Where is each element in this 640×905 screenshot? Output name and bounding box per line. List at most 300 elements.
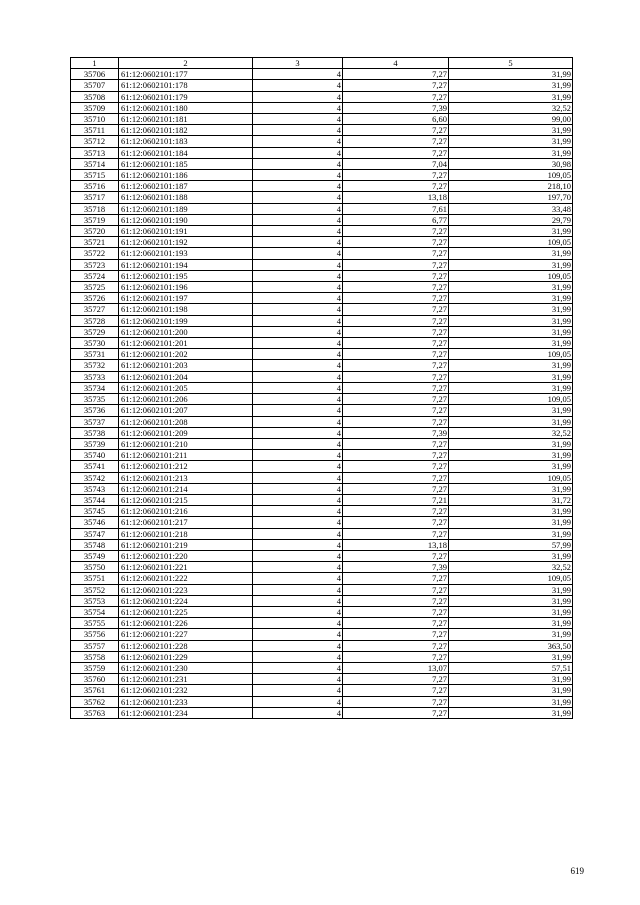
table-cell-col-2: 61:12:0602101:177 (119, 69, 253, 80)
table-cell-col-2: 61:12:0602101:179 (119, 91, 253, 102)
table-cell-col-5: 31,99 (449, 136, 573, 147)
table-row (71, 102, 573, 113)
table-cell-col-5: 32,52 (449, 102, 573, 113)
table-cell-col-4: 7,27 (343, 685, 449, 696)
table-cell-col-3: 4 (253, 685, 343, 696)
table-row (71, 539, 573, 550)
table-cell-col-3: 4 (253, 69, 343, 80)
table-cell-col-5: 31,99 (449, 461, 573, 472)
table-cell-col-2: 61:12:0602101:229 (119, 651, 253, 662)
table-cell-col-1: 35753 (71, 595, 119, 606)
table-cell-col-3: 4 (253, 707, 343, 718)
table-cell-col-3: 4 (253, 618, 343, 629)
table-cell-col-5: 31,99 (449, 517, 573, 528)
table-row (71, 91, 573, 102)
table-cell-col-2: 61:12:0602101:206 (119, 394, 253, 405)
table-cell-col-5: 363,50 (449, 640, 573, 651)
table-row (71, 573, 573, 584)
table-cell-col-1: 35737 (71, 416, 119, 427)
table-cell-col-1: 35714 (71, 158, 119, 169)
table-cell-col-3: 4 (253, 214, 343, 225)
table-cell-col-5: 109,05 (449, 573, 573, 584)
table-row (71, 662, 573, 673)
table-cell-col-4: 7,61 (343, 203, 449, 214)
table-cell-col-3: 4 (253, 517, 343, 528)
table-cell-col-4: 7,27 (343, 707, 449, 718)
table-cell-col-5: 197,70 (449, 192, 573, 203)
table-cell-col-3: 4 (253, 494, 343, 505)
table-cell-col-4: 7,27 (343, 326, 449, 337)
table-cell-col-3: 4 (253, 573, 343, 584)
table-cell-col-5: 31,99 (449, 248, 573, 259)
table-cell-col-4: 7,27 (343, 259, 449, 270)
table-cell-col-1: 35718 (71, 203, 119, 214)
table-cell-col-4: 13,07 (343, 662, 449, 673)
table-cell-col-3: 4 (253, 506, 343, 517)
table-cell-col-5: 31,99 (449, 629, 573, 640)
table-cell-col-1: 35741 (71, 461, 119, 472)
table-cell-col-1: 35725 (71, 282, 119, 293)
table-cell-col-5: 31,99 (449, 450, 573, 461)
table-cell-col-1: 35722 (71, 248, 119, 259)
table-cell-col-4: 7,27 (343, 315, 449, 326)
table-row (71, 248, 573, 259)
table-cell-col-4: 7,04 (343, 158, 449, 169)
table-row (71, 382, 573, 393)
table-cell-col-5: 31,99 (449, 606, 573, 617)
table-cell-col-4: 7,27 (343, 674, 449, 685)
table-cell-col-4: 7,27 (343, 394, 449, 405)
table-cell-col-2: 61:12:0602101:219 (119, 539, 253, 550)
table-row (71, 405, 573, 416)
table-cell-col-5: 109,05 (449, 237, 573, 248)
table-cell-col-2: 61:12:0602101:230 (119, 662, 253, 673)
table-cell-col-3: 4 (253, 394, 343, 405)
table-cell-col-3: 4 (253, 674, 343, 685)
table-row (71, 606, 573, 617)
table-row (71, 595, 573, 606)
table-cell-col-5: 31,99 (449, 416, 573, 427)
table-cell-col-3: 4 (253, 662, 343, 673)
table-cell-col-2: 61:12:0602101:193 (119, 248, 253, 259)
table-cell-col-4: 7,27 (343, 595, 449, 606)
table-cell-col-4: 7,27 (343, 147, 449, 158)
table-cell-col-3: 4 (253, 472, 343, 483)
table-cell-col-3: 4 (253, 326, 343, 337)
table-cell-col-2: 61:12:0602101:188 (119, 192, 253, 203)
table-cell-col-1: 35709 (71, 102, 119, 113)
table-cell-col-5: 109,05 (449, 270, 573, 281)
table-cell-col-1: 35749 (71, 550, 119, 561)
table-cell-col-3: 4 (253, 102, 343, 113)
table-cell-col-1: 35717 (71, 192, 119, 203)
table-cell-col-4: 7,27 (343, 248, 449, 259)
table-cell-col-4: 7,27 (343, 136, 449, 147)
table-cell-col-2: 61:12:0602101:207 (119, 405, 253, 416)
table-cell-col-5: 32,52 (449, 562, 573, 573)
table-row (71, 674, 573, 685)
table-cell-col-3: 4 (253, 147, 343, 158)
table-row (71, 629, 573, 640)
table-cell-col-4: 7,27 (343, 282, 449, 293)
table-cell-col-5: 31,99 (449, 338, 573, 349)
column-header-1: 1 (71, 58, 119, 69)
table-row (71, 338, 573, 349)
table-cell-col-1: 35710 (71, 114, 119, 125)
table-cell-col-2: 61:12:0602101:205 (119, 382, 253, 393)
table-row (71, 461, 573, 472)
table-cell-col-5: 31,72 (449, 494, 573, 505)
table-row (71, 69, 573, 80)
table-cell-col-2: 61:12:0602101:217 (119, 517, 253, 528)
table-cell-col-3: 4 (253, 226, 343, 237)
table-cell-col-2: 61:12:0602101:192 (119, 237, 253, 248)
table-cell-col-2: 61:12:0602101:194 (119, 259, 253, 270)
table-cell-col-5: 32,52 (449, 427, 573, 438)
table-cell-col-3: 4 (253, 539, 343, 550)
table-cell-col-5: 31,99 (449, 438, 573, 449)
table-cell-col-4: 7,27 (343, 91, 449, 102)
table-row (71, 584, 573, 595)
table-cell-col-1: 35752 (71, 584, 119, 595)
table-cell-col-2: 61:12:0602101:182 (119, 125, 253, 136)
table-cell-col-2: 61:12:0602101:200 (119, 326, 253, 337)
table-cell-col-4: 7,21 (343, 494, 449, 505)
table-cell-col-1: 35760 (71, 674, 119, 685)
table-cell-col-5: 99,00 (449, 114, 573, 125)
table-cell-col-2: 61:12:0602101:202 (119, 349, 253, 360)
table-cell-col-4: 7,27 (343, 170, 449, 181)
table-cell-col-5: 31,99 (449, 91, 573, 102)
table-cell-col-1: 35740 (71, 450, 119, 461)
data-table (70, 57, 573, 719)
table-cell-col-2: 61:12:0602101:231 (119, 674, 253, 685)
table-cell-col-1: 35744 (71, 494, 119, 505)
table-cell-col-2: 61:12:0602101:228 (119, 640, 253, 651)
table-cell-col-2: 61:12:0602101:187 (119, 181, 253, 192)
table-cell-col-5: 31,99 (449, 80, 573, 91)
table-cell-col-2: 61:12:0602101:209 (119, 427, 253, 438)
table-cell-col-2: 61:12:0602101:224 (119, 595, 253, 606)
column-header-5: 5 (449, 58, 573, 69)
table-cell-col-3: 4 (253, 80, 343, 91)
table-cell-col-5: 57,51 (449, 662, 573, 673)
table-row (71, 315, 573, 326)
table-cell-col-5: 31,99 (449, 293, 573, 304)
table-cell-col-4: 6,77 (343, 214, 449, 225)
table-row (71, 170, 573, 181)
table-cell-col-3: 4 (253, 416, 343, 427)
table-cell-col-4: 7,27 (343, 640, 449, 651)
table-cell-col-5: 29,79 (449, 214, 573, 225)
table-cell-col-3: 4 (253, 461, 343, 472)
table-cell-col-4: 13,18 (343, 539, 449, 550)
table-cell-col-1: 35743 (71, 483, 119, 494)
table-cell-col-2: 61:12:0602101:189 (119, 203, 253, 214)
table-row (71, 326, 573, 337)
table-cell-col-5: 57,99 (449, 539, 573, 550)
table-cell-col-1: 35754 (71, 606, 119, 617)
table-cell-col-4: 7,27 (343, 416, 449, 427)
table-cell-col-1: 35739 (71, 438, 119, 449)
table-cell-col-5: 31,99 (449, 685, 573, 696)
table-row (71, 158, 573, 169)
table-row (71, 562, 573, 573)
table-cell-col-3: 4 (253, 651, 343, 662)
table-row (71, 506, 573, 517)
table-cell-col-4: 7,27 (343, 371, 449, 382)
table-cell-col-5: 31,99 (449, 226, 573, 237)
table-cell-col-3: 4 (253, 528, 343, 539)
table-cell-col-1: 35761 (71, 685, 119, 696)
table-cell-col-3: 4 (253, 338, 343, 349)
table-row (71, 371, 573, 382)
table-cell-col-4: 7,27 (343, 382, 449, 393)
table-cell-col-1: 35726 (71, 293, 119, 304)
table-row (71, 394, 573, 405)
table-cell-col-3: 4 (253, 259, 343, 270)
table-cell-col-1: 35728 (71, 315, 119, 326)
table-cell-col-3: 4 (253, 483, 343, 494)
table-cell-col-2: 61:12:0602101:226 (119, 618, 253, 629)
table-cell-col-3: 4 (253, 550, 343, 561)
table-row (71, 550, 573, 561)
table-cell-col-1: 35762 (71, 696, 119, 707)
table-cell-col-4: 7,27 (343, 606, 449, 617)
table-row (71, 685, 573, 696)
table-cell-col-5: 31,99 (449, 326, 573, 337)
table-row (71, 517, 573, 528)
table-cell-col-4: 7,27 (343, 651, 449, 662)
column-header-3: 3 (253, 58, 343, 69)
table-cell-col-2: 61:12:0602101:221 (119, 562, 253, 573)
table-cell-col-1: 35721 (71, 237, 119, 248)
table-cell-col-5: 31,99 (449, 584, 573, 595)
table-cell-col-1: 35747 (71, 528, 119, 539)
table-row (71, 528, 573, 539)
table-cell-col-3: 4 (253, 629, 343, 640)
table-row (71, 483, 573, 494)
table-cell-col-1: 35727 (71, 304, 119, 315)
column-header-4: 4 (343, 58, 449, 69)
table-cell-col-4: 7,27 (343, 618, 449, 629)
table-row (71, 304, 573, 315)
table-cell-col-3: 4 (253, 382, 343, 393)
table-cell-col-3: 4 (253, 91, 343, 102)
table-cell-col-4: 7,27 (343, 528, 449, 539)
table-cell-col-3: 4 (253, 248, 343, 259)
table-cell-col-2: 61:12:0602101:201 (119, 338, 253, 349)
table-row (71, 270, 573, 281)
table-cell-col-2: 61:12:0602101:212 (119, 461, 253, 472)
table-cell-col-1: 35751 (71, 573, 119, 584)
table-cell-col-2: 61:12:0602101:210 (119, 438, 253, 449)
table-cell-col-4: 7,39 (343, 562, 449, 573)
table-row (71, 707, 573, 718)
table-cell-col-5: 31,99 (449, 696, 573, 707)
table-cell-col-2: 61:12:0602101:178 (119, 80, 253, 91)
table-cell-col-3: 4 (253, 170, 343, 181)
table-cell-col-4: 7,27 (343, 181, 449, 192)
table-cell-col-2: 61:12:0602101:191 (119, 226, 253, 237)
table-cell-col-1: 35756 (71, 629, 119, 640)
table-cell-col-1: 35742 (71, 472, 119, 483)
table-cell-col-1: 35750 (71, 562, 119, 573)
table-cell-col-4: 7,27 (343, 237, 449, 248)
page-number: 619 (570, 866, 584, 876)
table-cell-col-1: 35723 (71, 259, 119, 270)
table-row (71, 282, 573, 293)
table-row (71, 214, 573, 225)
table-cell-col-1: 35758 (71, 651, 119, 662)
table-cell-col-4: 7,27 (343, 483, 449, 494)
table-cell-col-3: 4 (253, 360, 343, 371)
table-cell-col-2: 61:12:0602101:222 (119, 573, 253, 584)
table-cell-col-5: 31,99 (449, 125, 573, 136)
table-cell-col-1: 35730 (71, 338, 119, 349)
table-cell-col-5: 31,99 (449, 360, 573, 371)
table-row (71, 293, 573, 304)
table-cell-col-3: 4 (253, 349, 343, 360)
table-cell-col-2: 61:12:0602101:195 (119, 270, 253, 281)
table-cell-col-3: 4 (253, 270, 343, 281)
table-cell-col-4: 7,27 (343, 405, 449, 416)
table-cell-col-5: 31,99 (449, 528, 573, 539)
table-cell-col-1: 35729 (71, 326, 119, 337)
table-cell-col-1: 35763 (71, 707, 119, 718)
table-cell-col-3: 4 (253, 158, 343, 169)
table-cell-col-5: 31,99 (449, 315, 573, 326)
table-cell-col-2: 61:12:0602101:204 (119, 371, 253, 382)
table-cell-col-4: 7,27 (343, 573, 449, 584)
table-cell-col-5: 31,99 (449, 147, 573, 158)
table-cell-col-1: 35735 (71, 394, 119, 405)
table-row (71, 349, 573, 360)
column-header-2: 2 (119, 58, 253, 69)
table-row (71, 192, 573, 203)
table-cell-col-3: 4 (253, 450, 343, 461)
table-cell-col-4: 7,27 (343, 450, 449, 461)
table-cell-col-3: 4 (253, 640, 343, 651)
table-cell-col-5: 31,99 (449, 651, 573, 662)
table-cell-col-3: 4 (253, 595, 343, 606)
table-cell-col-1: 35708 (71, 91, 119, 102)
table-cell-col-3: 4 (253, 181, 343, 192)
table-cell-col-5: 31,99 (449, 506, 573, 517)
table-cell-col-1: 35706 (71, 69, 119, 80)
table-row (71, 640, 573, 651)
table-cell-col-1: 35719 (71, 214, 119, 225)
table-cell-col-5: 31,99 (449, 69, 573, 80)
table-cell-col-2: 61:12:0602101:180 (119, 102, 253, 113)
table-body (71, 69, 573, 719)
table-cell-col-2: 61:12:0602101:199 (119, 315, 253, 326)
table-cell-col-4: 7,39 (343, 102, 449, 113)
table-cell-col-1: 35746 (71, 517, 119, 528)
table-cell-col-2: 61:12:0602101:213 (119, 472, 253, 483)
table-cell-col-3: 4 (253, 304, 343, 315)
table-cell-col-5: 31,99 (449, 674, 573, 685)
table-row (71, 114, 573, 125)
table-cell-col-2: 61:12:0602101:203 (119, 360, 253, 371)
table-cell-col-3: 4 (253, 192, 343, 203)
table-cell-col-4: 7,27 (343, 472, 449, 483)
table-cell-col-1: 35713 (71, 147, 119, 158)
table-row (71, 80, 573, 91)
table-cell-col-2: 61:12:0602101:220 (119, 550, 253, 561)
table-cell-col-4: 7,27 (343, 226, 449, 237)
table-cell-col-3: 4 (253, 114, 343, 125)
table-cell-col-3: 4 (253, 237, 343, 248)
table-cell-col-4: 7,39 (343, 427, 449, 438)
table-cell-col-2: 61:12:0602101:184 (119, 147, 253, 158)
table-cell-col-4: 13,18 (343, 192, 449, 203)
table-cell-col-3: 4 (253, 696, 343, 707)
table-cell-col-1: 35734 (71, 382, 119, 393)
table-row (71, 259, 573, 270)
table-row (71, 416, 573, 427)
table-cell-col-2: 61:12:0602101:215 (119, 494, 253, 505)
table-cell-col-5: 31,99 (449, 483, 573, 494)
table-cell-col-1: 35720 (71, 226, 119, 237)
table-cell-col-1: 35733 (71, 371, 119, 382)
table-cell-col-2: 61:12:0602101:225 (119, 606, 253, 617)
table-cell-col-2: 61:12:0602101:214 (119, 483, 253, 494)
table-row (71, 494, 573, 505)
table-cell-col-3: 4 (253, 125, 343, 136)
table-row (71, 203, 573, 214)
table-cell-col-4: 7,27 (343, 125, 449, 136)
table-cell-col-2: 61:12:0602101:216 (119, 506, 253, 517)
table-cell-col-1: 35707 (71, 80, 119, 91)
table-cell-col-4: 6,60 (343, 114, 449, 125)
table-cell-col-4: 7,27 (343, 584, 449, 595)
table-cell-col-1: 35755 (71, 618, 119, 629)
table-row (71, 438, 573, 449)
table-cell-col-2: 61:12:0602101:181 (119, 114, 253, 125)
table-cell-col-2: 61:12:0602101:218 (119, 528, 253, 539)
table-cell-col-4: 7,27 (343, 550, 449, 561)
table-cell-col-2: 61:12:0602101:223 (119, 584, 253, 595)
table-cell-col-4: 7,27 (343, 360, 449, 371)
table-row (71, 618, 573, 629)
table-cell-col-2: 61:12:0602101:234 (119, 707, 253, 718)
table-cell-col-2: 61:12:0602101:211 (119, 450, 253, 461)
table-cell-col-2: 61:12:0602101:196 (119, 282, 253, 293)
table-cell-col-4: 7,27 (343, 629, 449, 640)
table-cell-col-5: 31,99 (449, 304, 573, 315)
table-cell-col-2: 61:12:0602101:197 (119, 293, 253, 304)
table-cell-col-5: 31,99 (449, 707, 573, 718)
table-cell-col-3: 4 (253, 438, 343, 449)
table-cell-col-5: 31,99 (449, 405, 573, 416)
table-cell-col-4: 7,27 (343, 304, 449, 315)
table-cell-col-4: 7,27 (343, 80, 449, 91)
table-cell-col-1: 35711 (71, 125, 119, 136)
table-cell-col-1: 35738 (71, 427, 119, 438)
table-cell-col-4: 7,27 (343, 293, 449, 304)
table-cell-col-4: 7,27 (343, 438, 449, 449)
table-row (71, 360, 573, 371)
table-cell-col-3: 4 (253, 606, 343, 617)
table-cell-col-4: 7,27 (343, 69, 449, 80)
table-cell-col-5: 31,99 (449, 382, 573, 393)
table-cell-col-4: 7,27 (343, 517, 449, 528)
table-cell-col-2: 61:12:0602101:227 (119, 629, 253, 640)
table-cell-col-1: 35724 (71, 270, 119, 281)
table-cell-col-3: 4 (253, 315, 343, 326)
table-cell-col-5: 31,99 (449, 282, 573, 293)
